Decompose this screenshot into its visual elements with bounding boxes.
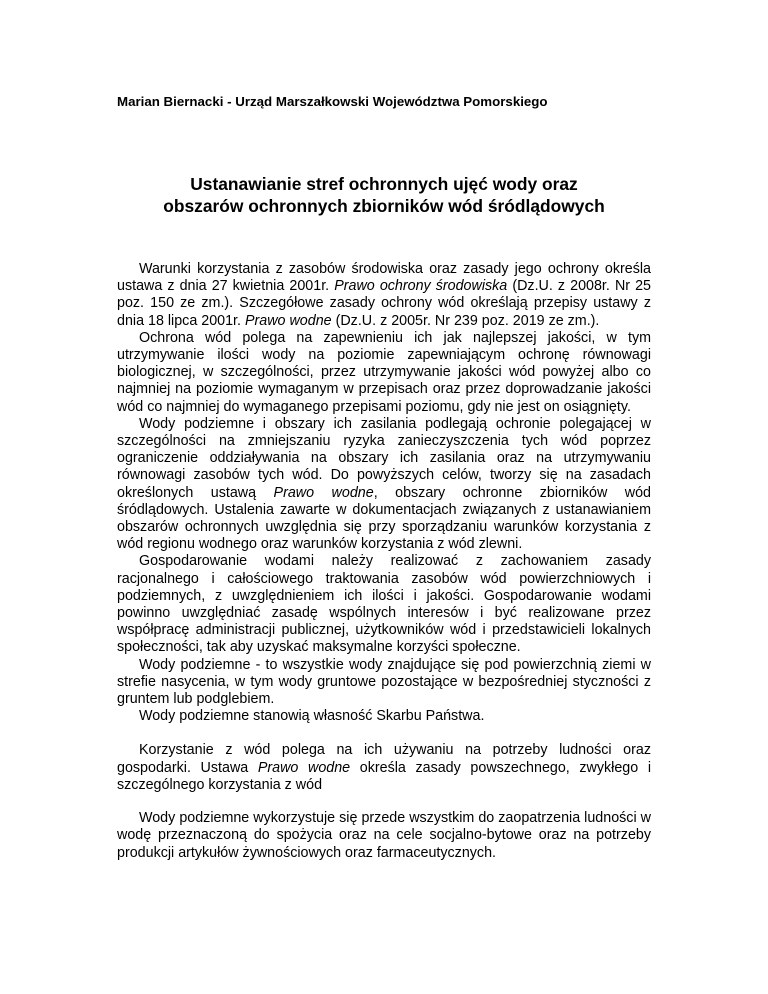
act-title: Prawo wodne	[257, 759, 351, 776]
document-body	[117, 261, 651, 862]
act-title: Prawo wodne	[244, 312, 332, 329]
text-run: (Dz.U. z 2008r. Nr 25 poz. 150 ze zm.). Szczegółowe zasady ochrony wód określają przepisy ustawy z dnia 18 lipca 2001r.	[117, 278, 652, 329]
paragraph-groundwater-definition: Wody podziemne - to wszystkie wody znajdujące się pod powierzchnią ziemi w strefie nasycenia, w tym wody gruntowe pozostające w bezpośredniej styczności z gruntem lub podglebiem.	[117, 656, 651, 708]
author-line: Marian Biernacki - Urząd Marszałkowski Województwa Pomorskiego	[117, 94, 548, 109]
text-run: Warunki korzystania z zasobów środowiska oraz zasady jego ochrony określa ustawa z dnia 27 kwietnia 2001r.	[117, 261, 651, 295]
paragraph-groundwater-protection	[117, 416, 651, 554]
text-run: Korzystanie z wód polega na ich używaniu na potrzeby ludności oraz gospodarki. Ustawa	[117, 742, 651, 776]
title-line-2: obszarów ochronnych zbiorników wód śródlądowych	[163, 196, 605, 216]
paragraph-ownership: Wody podziemne stanowią własność Skarbu Państwa.	[139, 708, 485, 725]
text-run: (Dz.U. z 2005r. Nr 239 poz. 2019 ze zm.).	[331, 312, 600, 329]
paragraph-legal-basis	[117, 261, 651, 330]
paragraph-water-use	[117, 742, 651, 794]
paragraph-water-management: Gospodarowanie wodami należy realizować z zachowaniem zasady racjonalnego i całościowego traktowania zasobów wód powierzchniowych i podziemnych, z uwzględnieniem ich ilości i jakości. Gospodarowanie wodami powinno uwzględniać zasadę wspólnych interesów i być realizowane przez współpracę administracji publicznej, użytkowników wód i przedstawicieli lokalnych społeczności, tak aby uzyskać maksymalne korzyści społeczne.	[117, 553, 651, 656]
document-title	[117, 173, 651, 217]
text-run: określa zasady powszechnego, zwykłego i szczególnego korzystania z wód	[117, 759, 651, 793]
act-title: Prawo ochrony środowiska	[334, 278, 508, 295]
act-title: Prawo wodne	[273, 484, 374, 501]
title-line-1: Ustanawianie stref ochronnych ujęć wody oraz	[190, 174, 578, 194]
text-run: Wody podziemne i obszary ich zasilania podlegają ochronie polegającej w szczególności na zmniejszaniu ryzyka zanieczyszczenia tych wód poprzez ograniczenie oddziaływania na obszary ich zasilania oraz na utrzymywaniu równowagi zasobów tych wód. Do powyższych celów, tworzy się na zasadach określonych ustawą	[117, 415, 651, 501]
text-run: , obszary ochronne zbiorników wód śródlądowych. Ustalenia zawarte w dokumentacjach związanych z ustanawianiem obszarów ochronnych uwzględnia się przy sporządzaniu warunków korzystania z wód regionu wodnego oraz warunków korzystania z wód zlewni.	[117, 484, 652, 553]
paragraph-water-protection: Ochrona wód polega na zapewnieniu ich jak najlepszej jakości, w tym utrzymywanie ilości wody na poziomie zapewniającym ochronę równowagi biologicznej, w szczególności, przez utrzymywanie jakości wód powyżej albo co najmniej na poziomie wymaganym w przepisach oraz przez doprowadzanie jakości wód co najmniej do wymaganego przepisami poziomu, gdy nie jest on osiągnięty.	[117, 329, 651, 415]
paragraph-groundwater-usage: Wody podziemne wykorzystuje się przede wszystkim do zaopatrzenia ludności w wodę przeznaczoną do spożycia oraz na cele socjalno-bytowe oraz na potrzeby produkcji artykułów żywnościowych oraz farmaceutycznych.	[117, 810, 651, 861]
